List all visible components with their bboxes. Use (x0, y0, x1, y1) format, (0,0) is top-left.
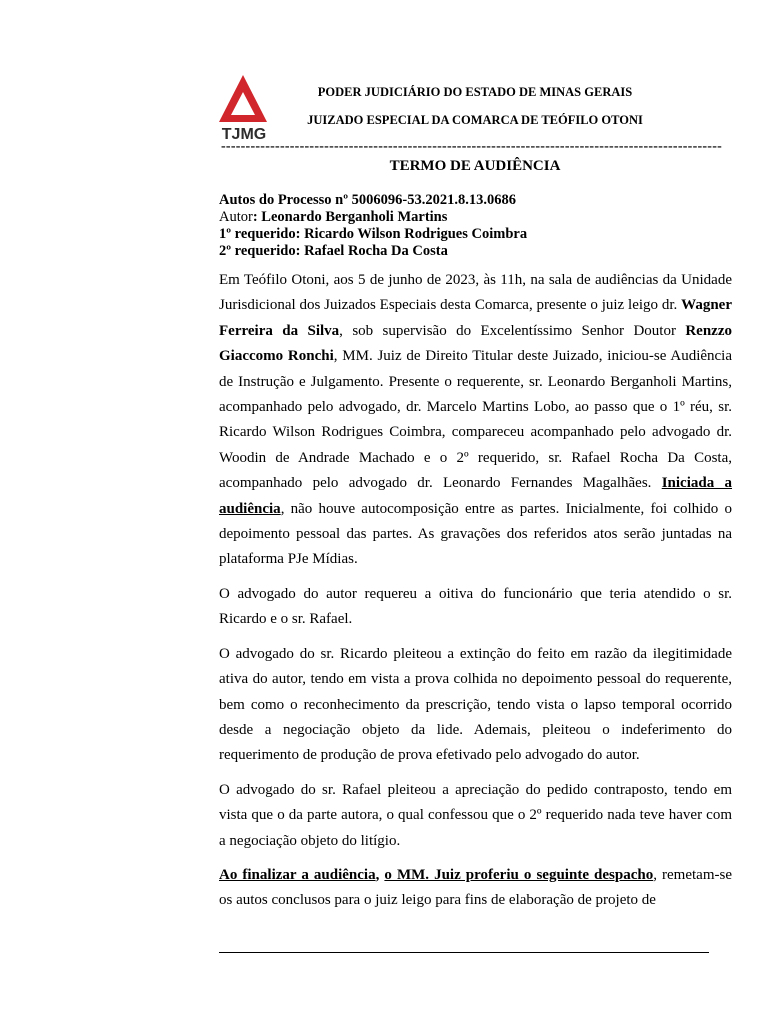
rafael-request-paragraph: O advogado do sr. Rafael pleiteou a apreciação do pedido contraposto, tendo em vista que o da parte autora, o qual confessou que o 2º requerido nada teve haver com a negociação objeto do litígio. (219, 781, 732, 849)
tjmg-logo (216, 72, 272, 150)
judge-name: Renzzo Giaccomo Ronchi (219, 322, 732, 365)
document-body (219, 268, 732, 923)
author-name: : Leonardo Berganholi Martins (252, 209, 448, 225)
logo-text: TJMG (221, 126, 267, 143)
author-label: Autor (219, 209, 253, 225)
second-defendant: 2º requerido: Rafael Rocha Da Costa (219, 243, 448, 259)
first-defendant: 1º requerido: Ricardo Wilson Rodrigues Coimbra (219, 226, 528, 242)
case-details (219, 192, 527, 260)
hearing-started-label: Iniciada a audiência (219, 475, 733, 517)
judge-order-label: o MM. Juiz proferiu o seguinte despacho (384, 866, 654, 883)
author-line (219, 209, 527, 226)
document-title: TERMO DE AUDIÊNCIA (389, 158, 561, 174)
process-number: Autos do Processo nº 5006096-53.2021.8.13.0686 (219, 192, 516, 208)
ricardo-request-paragraph: O advogado do sr. Ricardo pleiteou a extinção do feito em razão da ilegitimidade ativa do autor, tendo em vista a prova colhida no depoimento pessoal do requerente, bem como o reconhecimento da prescrição, tendo vista o lapso temporal ocorrido desde a negociação objeto da lide. Ademais, pleiteou o indeferimento do requerimento de produção de prova efetivado pelo advogado do autor. (219, 645, 732, 764)
order-text: , remetam-se os autos conclusos para o juiz leigo para fins de elaboração de projeto de (219, 866, 732, 909)
header-separator: ------------------------------------------------------------------------------------------------------ (221, 140, 723, 154)
institution-heading: PODER JUDICIÁRIO DO ESTADO DE MINAS GERAIS (317, 85, 633, 99)
hearing-result-text: , não houve autocomposição entre as partes. Inicialmente, foi colhido o depoimento pessoal das partes. As gravações dos referidos atos serão juntadas na plataforma PJe Mídias. (219, 500, 732, 568)
author-request-paragraph: O advogado do autor requereu a oitiva do funcionário que teria atendido o sr. Ricardo e o sr. Rafael. (219, 585, 732, 628)
comma-separator: , (375, 866, 385, 883)
opening-paragraph (219, 268, 732, 573)
opening-text: Em Teófilo Otoni, aos 5 de junho de 2023, às 11h, na sala de audiências da Unidade Jurisdicional dos Juizados Especiais desta Comarca, presente o juiz leigo dr. (219, 272, 732, 314)
court-heading: JUIZADO ESPECIAL DA COMARCA DE TEÓFILO OTONI (307, 113, 643, 127)
closing-paragraph (219, 863, 732, 914)
hearing-end-label: Ao finalizar a audiência (219, 866, 376, 883)
lay-judge-name: Wagner Ferreira da Silva (219, 297, 732, 339)
footer-line (219, 952, 709, 953)
supervision-text: , sob supervisão do Excelentíssimo Senhor Doutor (339, 322, 686, 339)
parties-text: , MM. Juiz de Direito Titular deste Juizado, iniciou-se Audiência de Instrução e Julgamento. Presente o requerente, sr. Leonardo Berganholi Martins, acompanhado pelo advogado, dr. Marcelo Martins Lobo, ao passo que o 1º réu, sr. Ricardo Wilson Rodrigues Coimbra, compareceu acompanhado pelo advogado dr. Woodin de Andrade Machado e o 2º requerido, sr. Rafael Rocha Da Costa, acompanhado pelo advogado dr. Leonardo Fernandes Magalhães. (219, 348, 732, 492)
